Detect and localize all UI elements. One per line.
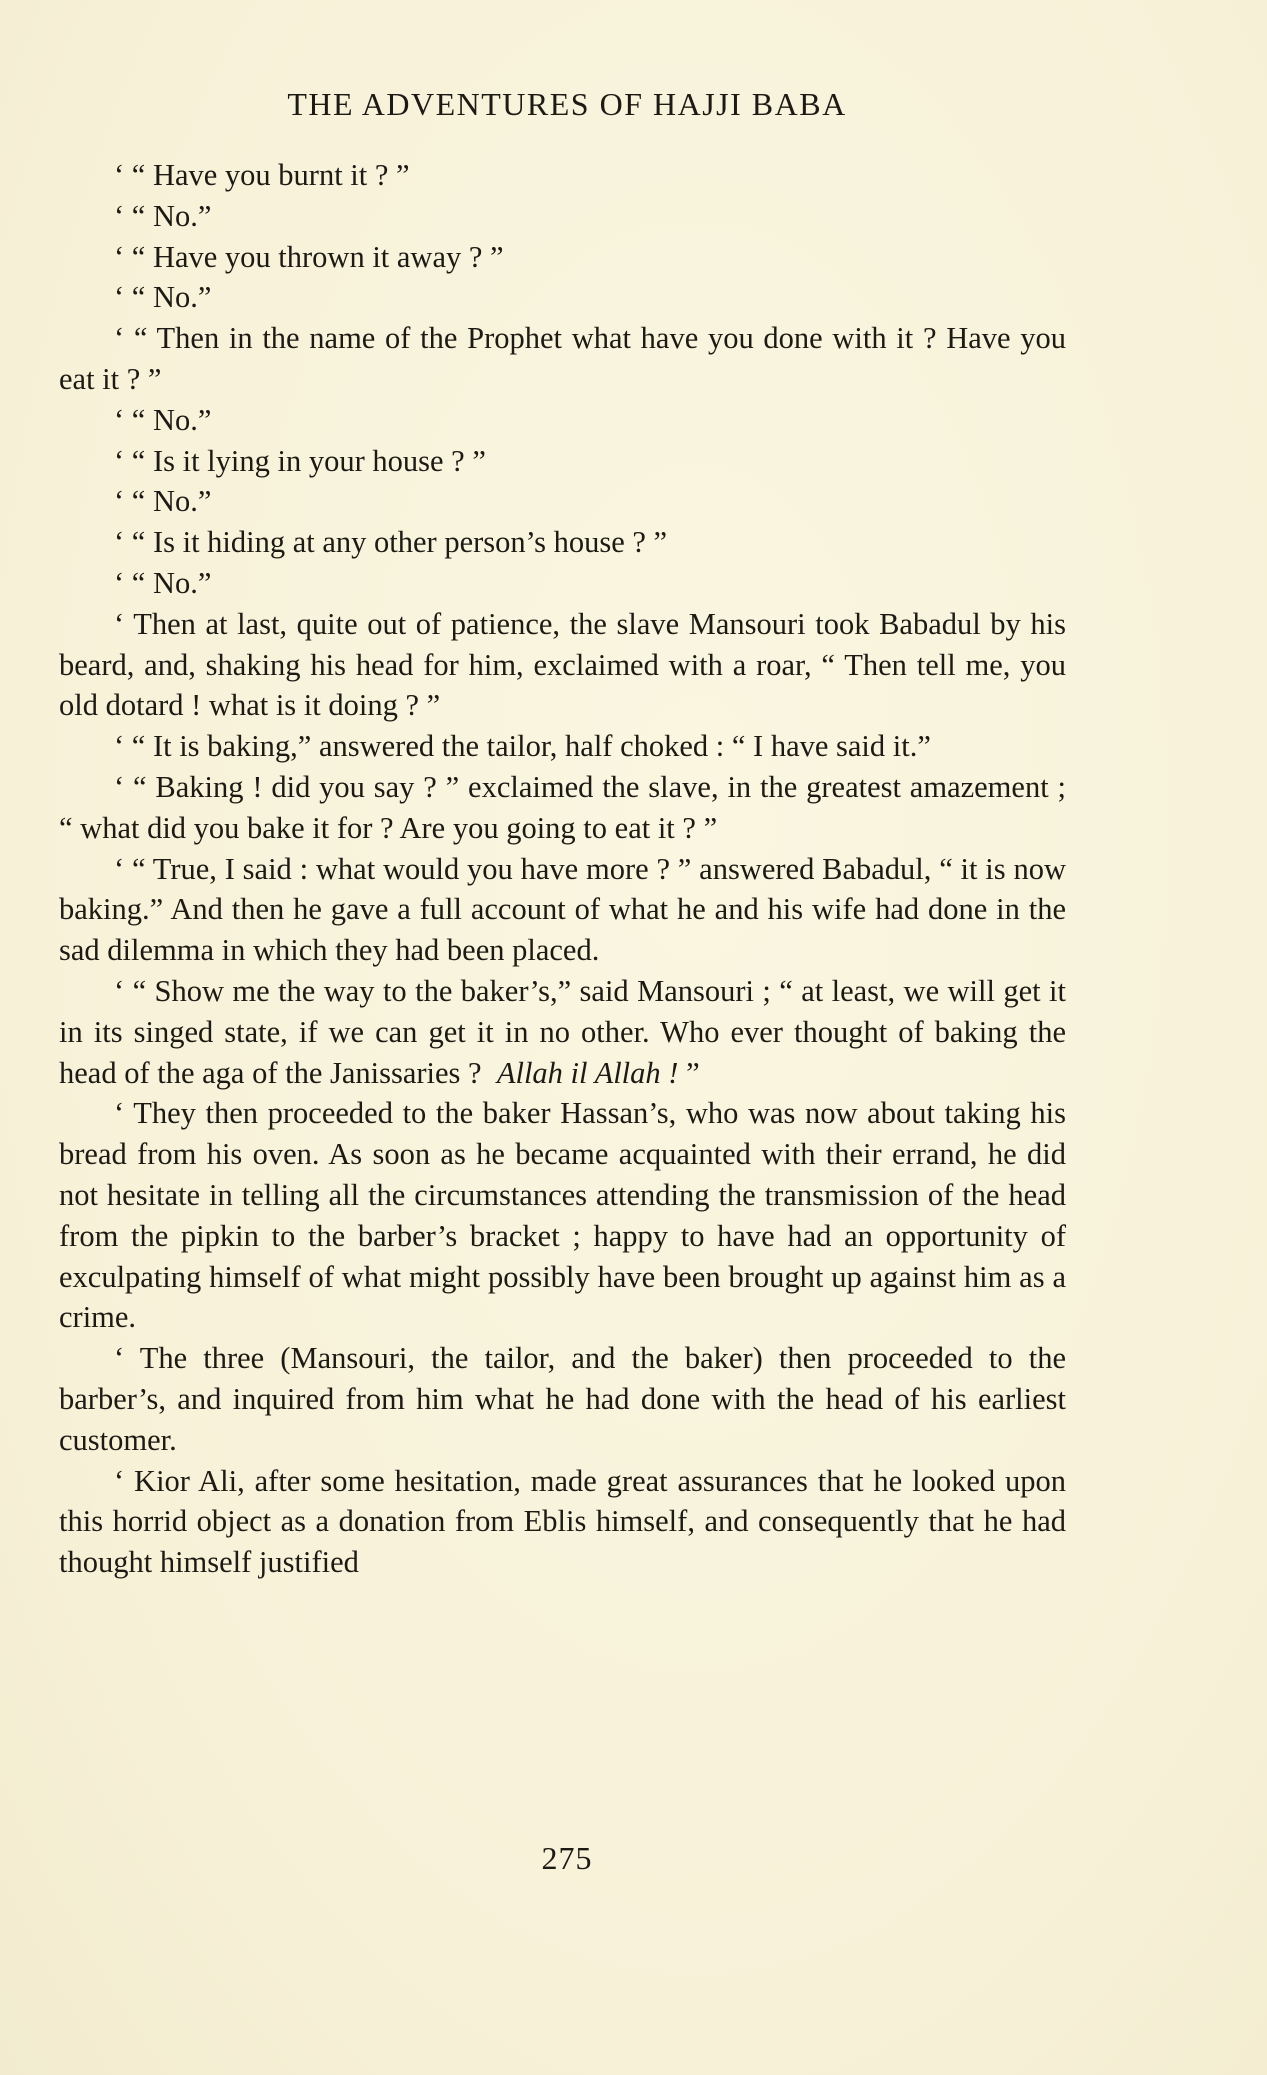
body-text [59, 155, 1066, 1583]
paragraph: ‘ “ Is it hiding at any other person’s house ? ” [114, 525, 668, 560]
paragraph: ‘ “ True, I said : what would you have more ? ” answered Babadul, “ it is now baking.” And then he gave a full account of what he and his wife had done in the sad dilemma in which they had been placed. [59, 851, 1066, 968]
running-head: THE ADVENTURES OF HAJJI BABA [287, 86, 847, 122]
paragraph: ‘ Then at last, quite out of patience, the slave Mansouri took Babadul by his beard, and, shaking his head for him, exclaimed with a roar, “ Then tell me, you old dotard ! what is it doing ? ” [59, 606, 1066, 723]
italic-phrase: Allah il Allah ! [496, 1055, 679, 1090]
paragraph: ‘ “ It is baking,” answered the tailor, half choked : “ I have said it.” [114, 729, 931, 764]
paragraph: ‘ “ No.” [114, 198, 212, 233]
paragraph: ‘ Kior Ali, after some hesitation, made great assurances that he looked upon this horrid object as a donation from Eblis himself, and consequently that he had thought himself justified [59, 1463, 1066, 1580]
paragraph: ‘ They then proceeded to the baker Hassan’s, who was now about taking his bread from his oven. As soon as he became acquainted with their errand, he did not hesitate in telling all the circumstances attending the transmission of the head from the pipkin to the barber’s bracket ; happy to have had an opportunity of exculpating himself of what might possibly have been brought up against him as a crime. [59, 1096, 1066, 1335]
paragraph: ‘ “ No.” [114, 402, 212, 437]
paragraph: ‘ “ No.” [114, 565, 212, 600]
paragraph: ‘ “ No.” [114, 484, 212, 519]
paragraph: ‘ “ Baking ! did you say ? ” exclaimed the slave, in the greatest amazement ; “ what did you bake it for ? Are you going to eat it ? ” [59, 769, 1066, 845]
closing-quote: ” [678, 1055, 700, 1090]
page-number: 275 [541, 1840, 593, 1876]
paragraph: ‘ “ Have you thrown it away ? ” [114, 239, 504, 274]
paragraph [59, 971, 1066, 1093]
paragraph-text: ‘ “ Show me the way to the baker’s,” said Mansouri ; “ at least, we will get it in its singed state, if we can get it in no other. Who ever thought of baking the head of the aga of the Janissaries ? [59, 973, 1066, 1090]
paragraph: ‘ The three (Mansouri, the tailor, and the baker) then proceeded to the barber’s, and inquired from him what he had done with the head of his earliest customer. [59, 1341, 1066, 1457]
paragraph: ‘ “ No.” [114, 280, 212, 315]
paragraph: ‘ “ Have you burnt it ? ” [114, 158, 410, 192]
paragraph: ‘ “ Is it lying in your house ? ” [114, 443, 486, 478]
paragraph: ‘ “ Then in the name of the Prophet what have you done with it ? Have you eat it ? ” [59, 321, 1066, 396]
